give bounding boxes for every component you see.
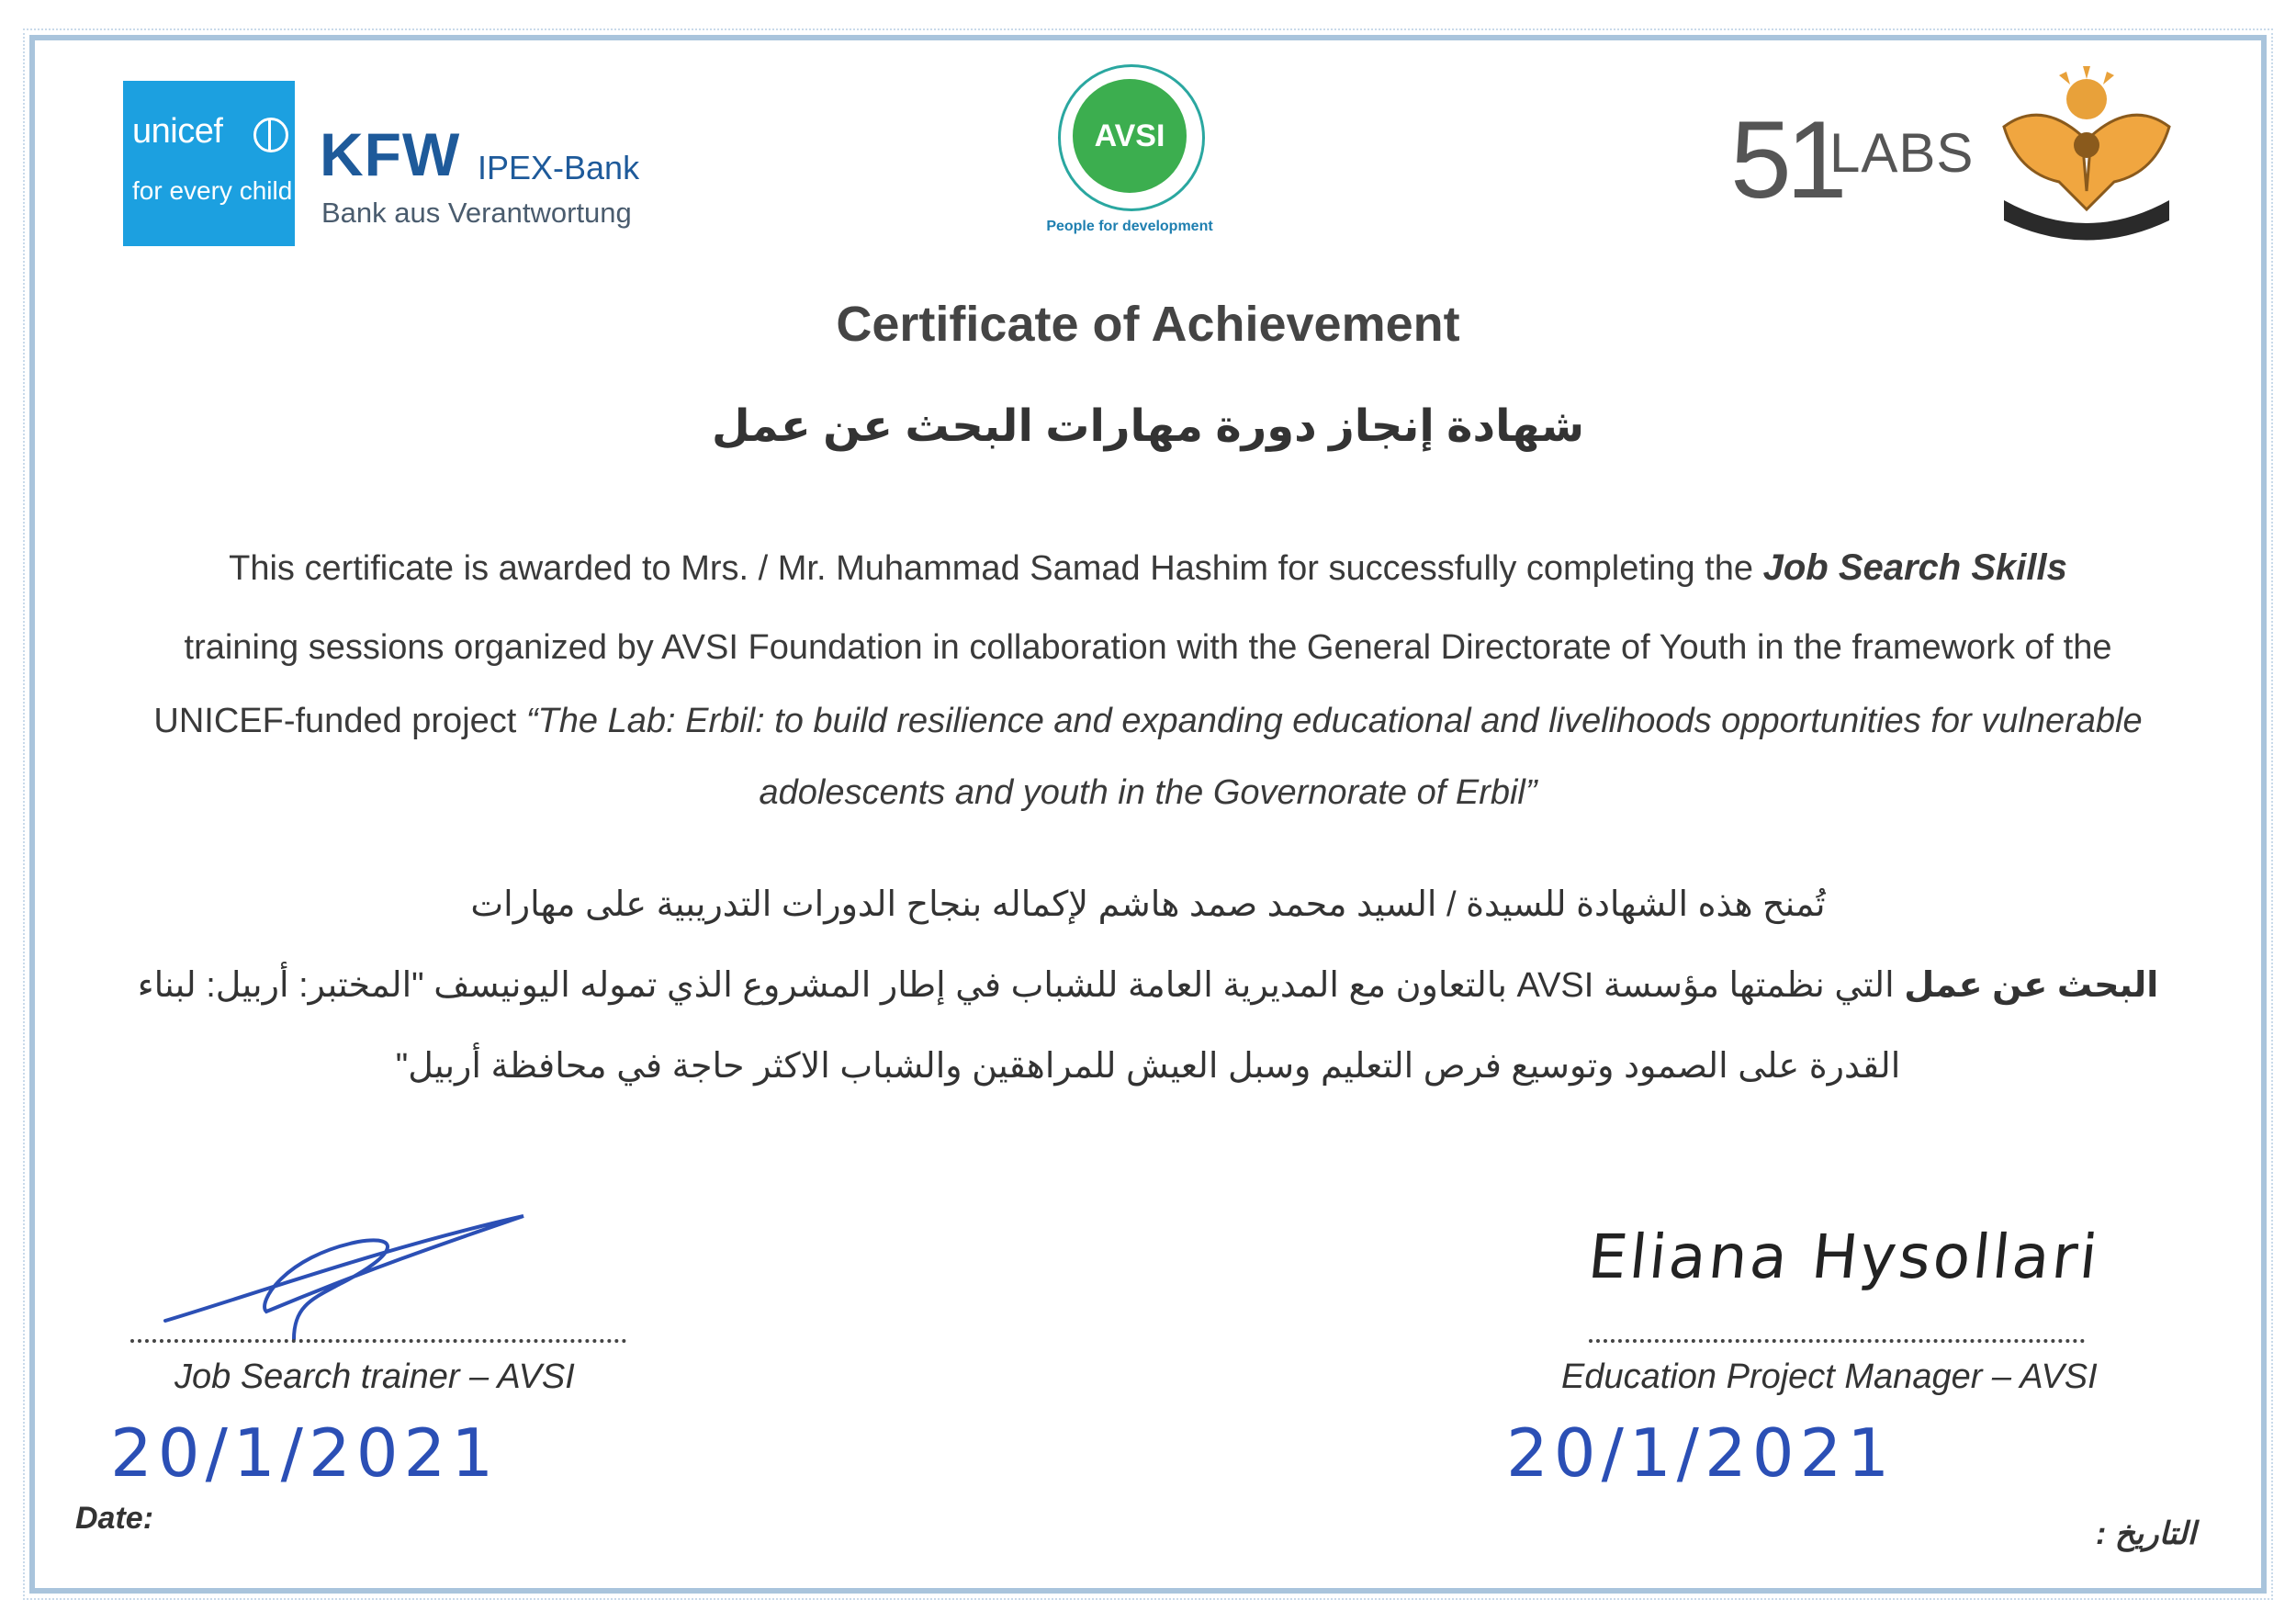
51labs-logo <box>1730 98 1975 224</box>
51labs-number: 51 <box>1730 98 1842 221</box>
left-signer-role: Job Search trainer – AVSI <box>174 1357 575 1396</box>
unicef-logo <box>123 81 295 246</box>
right-signature-line <box>1589 1339 2085 1343</box>
kfw-ipex-bank: IPEX-Bank <box>478 149 640 186</box>
body-ar-line-2-text: التي نظمتها مؤسسة AVSI بالتعاون مع المديرية العامة للشباب في إطار المشروع الذي تموله اليونيسف "المختبر: أربيل: لبناء <box>137 966 1905 1005</box>
body-en-line-3 <box>92 702 2204 741</box>
kfw-tagline: Bank aus Verantwortung <box>321 197 632 229</box>
right-signature: Eliana Hysollari <box>1584 1222 2104 1292</box>
left-signature-date: 20/1/2021 <box>110 1414 500 1492</box>
course-name: Job Search Skills <box>1762 547 2067 588</box>
body-ar-course: البحث عن عمل <box>1904 966 2159 1005</box>
certificate-title-en: Certificate of Achievement <box>836 297 1460 352</box>
unicef-tagline: for every child <box>132 176 293 205</box>
certificate-title-ar: شهادة إنجاز دورة مهارات البحث عن عمل <box>711 402 1585 451</box>
right-signer-role: Education Project Manager – AVSI <box>1561 1357 2098 1396</box>
avsi-wordmark: AVSI <box>1073 79 1187 193</box>
body-en-line-1 <box>92 547 2204 589</box>
date-label-en: Date: <box>75 1501 154 1536</box>
body-en-line-1-text: This certificate is awarded to Mrs. / Mr. Muhammad Samad Hashim for successfully completing the <box>229 549 1763 588</box>
avsi-logo <box>1046 64 1213 239</box>
51labs-word: LABS <box>1829 122 1975 184</box>
date-label-ar: التاريخ : <box>2096 1516 2197 1551</box>
body-en-line-2: training sessions organized by AVSI Foundation in collaboration with the General Directorate of Youth in the framework of the <box>184 628 2112 667</box>
right-signature-date: 20/1/2021 <box>1506 1414 1896 1492</box>
body-ar-line-3: القدرة على الصمود وتوسيع فرص التعليم وسبل العيش للمراهقين والشباب الاكثر حاجة في محافظة أربيل" <box>395 1047 1901 1086</box>
unicef-wordmark: unicef <box>132 112 223 151</box>
left-signature-line <box>130 1339 626 1343</box>
unicef-globe-icon <box>253 118 288 152</box>
body-en-line-4: adolescents and youth in the Governorate of Erbil” <box>759 773 1537 812</box>
kfw-wordmark: KFW <box>320 120 461 188</box>
body-en-line-3-text: UNICEF-funded project <box>153 702 526 740</box>
project-name: “The Lab: Erbil: to build resilience and expanding educational and livelihoods opportunities for vulnerable <box>525 702 2143 740</box>
body-ar-line-1: تُمنح هذه الشهادة للسيدة / السيد محمد صمد هاشم لإكماله بنجاح الدورات التدريبية على مهارات <box>470 885 1826 924</box>
avsi-tagline: People for development <box>1046 219 1213 234</box>
left-signature <box>156 1211 542 1348</box>
krg-emblem-icon <box>1986 62 2188 255</box>
kfw-logo <box>320 119 669 239</box>
body-ar-line-2 <box>110 964 2186 1006</box>
